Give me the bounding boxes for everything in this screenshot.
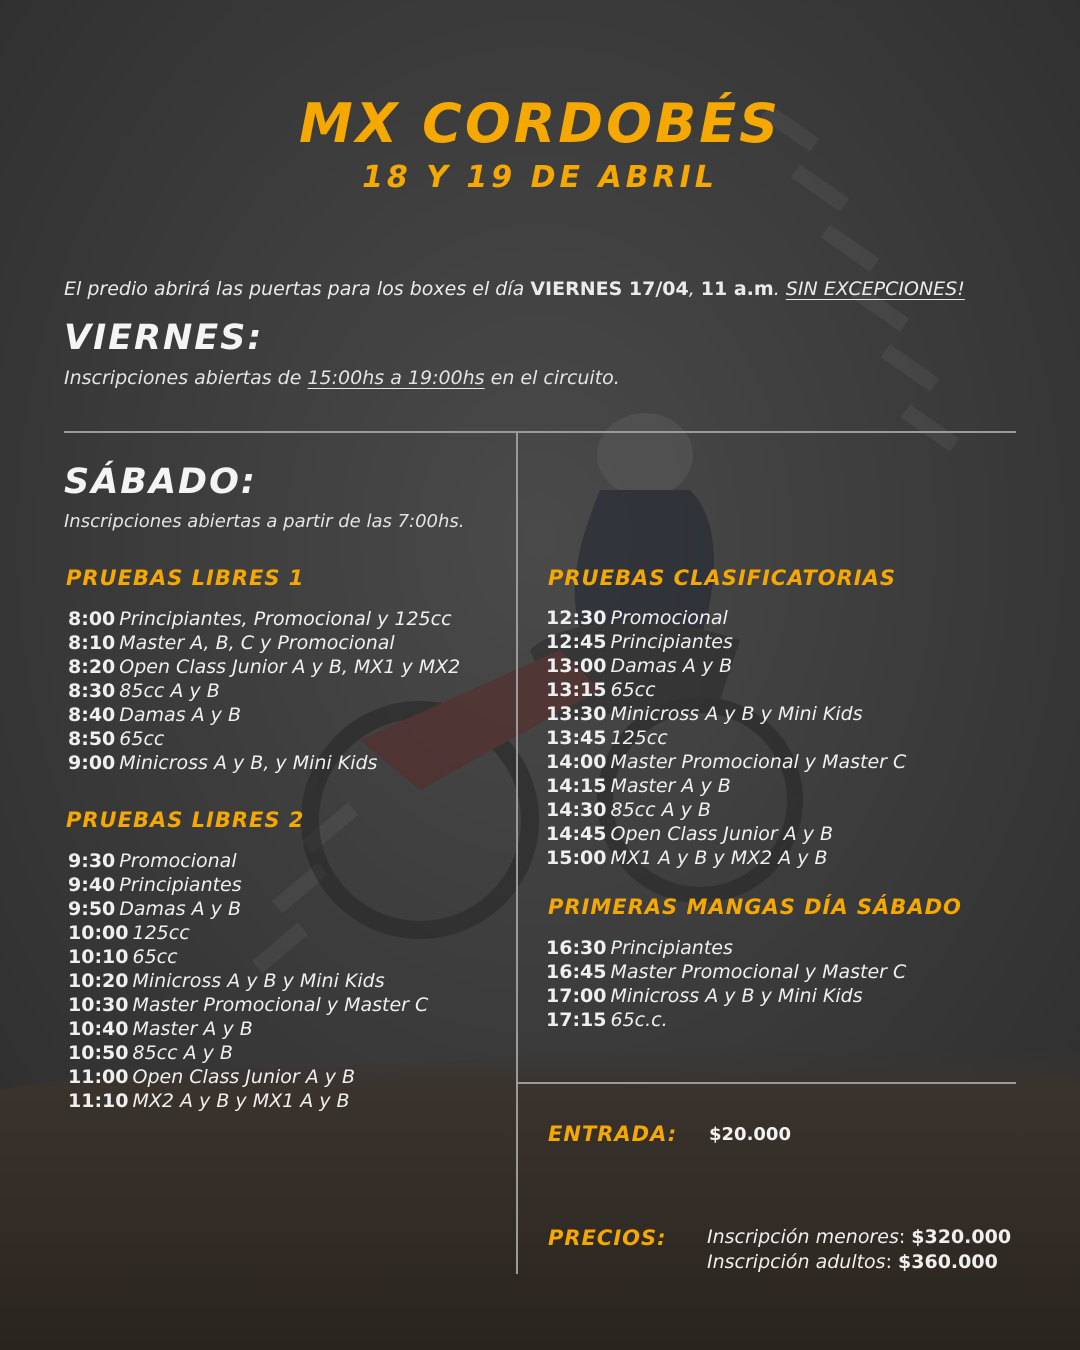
schedule-item — [546, 750, 906, 774]
schedule-item — [68, 849, 428, 873]
intro-dot: . — [773, 278, 786, 300]
schedule-category: Master A y B — [132, 1018, 253, 1040]
divider-bottom-right — [518, 1082, 1016, 1084]
schedule-item — [68, 873, 428, 897]
schedule-category: Damas A y B — [610, 655, 733, 677]
schedule-item — [546, 960, 906, 984]
schedule-category: Minicross A y B y Mini Kids — [132, 970, 385, 992]
schedule-time: 16:30 — [546, 937, 607, 959]
schedule-time: 10:00 — [68, 922, 129, 944]
precio-menores: Inscripción menores: $320.000 — [707, 1226, 1012, 1248]
schedule-category: MX2 A y B y MX1 A y B — [132, 1090, 350, 1112]
precio-adultos-label: Inscripción adultos — [707, 1251, 886, 1273]
schedule-category: 125cc — [610, 727, 668, 749]
schedule-item — [68, 607, 460, 631]
schedule-time: 8:20 — [68, 656, 116, 678]
schedule-item — [68, 751, 460, 775]
schedule-category: Minicross A y B, y Mini Kids — [119, 752, 378, 774]
schedule-time: 9:30 — [68, 850, 116, 872]
schedule-category: Principiantes — [119, 874, 242, 896]
viernes-text-after: en el circuito. — [484, 367, 620, 389]
schedule-item — [68, 945, 428, 969]
schedule-category: Minicross A y B y Mini Kids — [610, 985, 863, 1007]
divider-vertical — [516, 432, 518, 1274]
schedule-item — [546, 630, 906, 654]
schedule-item — [546, 702, 906, 726]
schedule-time: 8:30 — [68, 680, 116, 702]
viernes-hours: 15:00hs a 19:00hs — [307, 367, 485, 389]
schedule-time: 17:00 — [546, 985, 607, 1007]
schedule-time: 8:40 — [68, 704, 116, 726]
precio-menores-value: $320.000 — [911, 1226, 1012, 1248]
precios-label: PRECIOS: — [548, 1226, 667, 1250]
section-title-clasificatorias: PRUEBAS CLASIFICATORIAS — [548, 566, 896, 590]
viernes-text — [64, 367, 620, 389]
schedule-category: 65cc — [119, 728, 165, 750]
schedule-time: 10:10 — [68, 946, 129, 968]
schedule-item — [546, 726, 906, 750]
schedule-category: Promocional — [119, 850, 237, 872]
intro-text-before: El predio abrirá las puertas para los boxes el día — [64, 278, 531, 300]
schedule-item — [546, 822, 906, 846]
divider-top — [64, 431, 1016, 433]
schedule-list-clasificatorias — [546, 606, 906, 870]
schedule-category: Principiantes — [610, 631, 733, 653]
precio-menores-label: Inscripción menores — [707, 1226, 899, 1248]
viernes-text-before: Inscripciones abiertas de — [64, 367, 308, 389]
schedule-time: 8:50 — [68, 728, 116, 750]
schedule-item — [68, 897, 428, 921]
schedule-category: Promocional — [610, 607, 728, 629]
schedule-time: 11:10 — [68, 1090, 129, 1112]
schedule-time: 12:30 — [546, 607, 607, 629]
schedule-time: 11:00 — [68, 1066, 129, 1088]
schedule-time: 15:00 — [546, 847, 607, 869]
precios-list — [707, 1225, 1011, 1275]
schedule-list-libres1 — [68, 607, 460, 775]
schedule-item — [68, 655, 460, 679]
schedule-category: Damas A y B — [119, 704, 241, 726]
event-title: MX CORDOBÉS — [299, 92, 781, 155]
schedule-category: Principiantes — [610, 937, 733, 959]
intro-time: 11 a.m — [700, 278, 774, 300]
schedule-category: Open Class Junior A y B — [132, 1066, 356, 1088]
intro-note: SIN EXCEPCIONES! — [785, 278, 965, 300]
precio-adultos-value: $360.000 — [898, 1251, 998, 1273]
schedule-time: 13:30 — [546, 703, 607, 725]
schedule-item — [68, 1041, 428, 1065]
schedule-category: 85cc A y B — [610, 799, 711, 821]
schedule-item — [68, 921, 428, 945]
schedule-time: 14:00 — [546, 751, 607, 773]
schedule-time: 13:00 — [546, 655, 607, 677]
schedule-item — [68, 993, 428, 1017]
intro-comma: , — [688, 278, 701, 300]
schedule-category: Minicross A y B y Mini Kids — [610, 703, 863, 725]
schedule-item — [546, 798, 906, 822]
schedule-time: 8:00 — [68, 608, 116, 630]
schedule-item — [68, 679, 460, 703]
schedule-item — [68, 1065, 428, 1089]
schedule-category: Master Promocional y Master C — [132, 994, 429, 1016]
schedule-time: 9:00 — [68, 752, 116, 774]
schedule-item — [546, 984, 906, 1008]
schedule-item — [546, 654, 906, 678]
schedule-time: 10:50 — [68, 1042, 129, 1064]
schedule-time: 14:45 — [546, 823, 607, 845]
schedule-category: Open Class Junior A y B — [610, 823, 834, 845]
schedule-time: 9:50 — [68, 898, 116, 920]
schedule-category: Damas A y B — [119, 898, 241, 920]
schedule-item — [546, 774, 906, 798]
entrada-value: $20.000 — [709, 1124, 791, 1145]
schedule-list-libres2 — [68, 849, 428, 1113]
schedule-time: 16:45 — [546, 961, 607, 983]
schedule-item — [68, 703, 460, 727]
schedule-item — [68, 1017, 428, 1041]
section-title-libres2: PRUEBAS LIBRES 2 — [66, 808, 305, 832]
schedule-category: Principiantes, Promocional y 125cc — [119, 608, 452, 630]
schedule-item — [546, 936, 906, 960]
schedule-item — [68, 727, 460, 751]
schedule-category: 85cc A y B — [119, 680, 220, 702]
section-title-mangas: PRIMERAS MANGAS DÍA SÁBADO — [548, 895, 962, 919]
sabado-heading: SÁBADO: — [64, 462, 257, 502]
intro-text — [64, 278, 965, 300]
schedule-time: 13:15 — [546, 679, 607, 701]
schedule-item — [546, 846, 906, 870]
schedule-time: 10:40 — [68, 1018, 129, 1040]
viernes-heading: VIERNES: — [64, 318, 264, 358]
schedule-category: 65cc — [132, 946, 178, 968]
schedule-category: 85cc A y B — [132, 1042, 233, 1064]
entrada-label: ENTRADA: — [548, 1122, 678, 1146]
schedule-item — [68, 1089, 428, 1113]
schedule-time: 9:40 — [68, 874, 116, 896]
schedule-item — [546, 1008, 906, 1032]
schedule-item — [68, 631, 460, 655]
schedule-item — [68, 969, 428, 993]
sabado-subtitle: Inscripciones abiertas a partir de las 7:00hs. — [64, 511, 465, 532]
schedule-category: 65c.c. — [610, 1009, 668, 1031]
schedule-time: 17:15 — [546, 1009, 607, 1031]
schedule-category: Master Promocional y Master C — [610, 961, 907, 983]
intro-day: VIERNES 17/04 — [530, 278, 689, 300]
schedule-item — [546, 678, 906, 702]
schedule-category: 125cc — [132, 922, 190, 944]
schedule-category: Master A y B — [610, 775, 731, 797]
section-title-libres1: PRUEBAS LIBRES 1 — [66, 566, 305, 590]
schedule-category: 65cc — [610, 679, 656, 701]
precio-adultos: Inscripción adultos: $360.000 — [707, 1251, 998, 1273]
schedule-category: Open Class Junior A y B, MX1 y MX2 — [119, 656, 461, 678]
schedule-category: Master A, B, C y Promocional — [119, 632, 395, 654]
schedule-category: Master Promocional y Master C — [610, 751, 907, 773]
schedule-time: 8:10 — [68, 632, 116, 654]
schedule-item — [546, 606, 906, 630]
schedule-time: 14:15 — [546, 775, 607, 797]
event-dates: 18 Y 19 DE ABRIL — [362, 160, 718, 195]
schedule-time: 14:30 — [546, 799, 607, 821]
schedule-category: MX1 A y B y MX2 A y B — [610, 847, 828, 869]
schedule-time: 10:20 — [68, 970, 129, 992]
schedule-time: 10:30 — [68, 994, 129, 1016]
schedule-list-mangas — [546, 936, 906, 1032]
schedule-time: 12:45 — [546, 631, 607, 653]
schedule-time: 13:45 — [546, 727, 607, 749]
